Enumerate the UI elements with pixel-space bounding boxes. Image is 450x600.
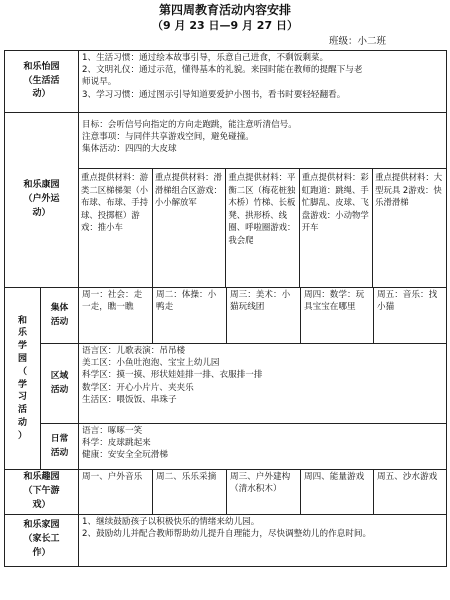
sports-goals	[79, 113, 447, 169]
learning-daily-row	[5, 424, 447, 470]
group-activity-label: 集体 活动	[41, 288, 79, 344]
daily-line: 科学：皮球跳起来	[82, 438, 151, 449]
games-label: 和乐趣园 （下午游 戏）	[5, 470, 79, 515]
sports-goal: 目标：会听信号向指定的方向走跑跳，能注意听清信号。	[82, 120, 297, 130]
sports-zone: 重点提供材料：彩虹跑道：跳绳、手忙脚乱、皮球、飞盘游戏：小动物学开车	[299, 169, 372, 287]
sports-zone: 重点提供材料：大型玩具 2游戏：快乐滑滑梯	[373, 169, 446, 287]
life-label: 和乐怡园 （生活活 动）	[5, 51, 79, 113]
area-line: 生活区：喂饭饭、串珠子	[82, 394, 177, 405]
games-day: 周四、能量游戏	[301, 470, 374, 515]
family-label: 和乐家园 （家长工 作）	[5, 514, 79, 566]
life-item: 1、生活习惯：通过绘本故事引导，乐意自己进食，不剩饭剩菜。	[82, 53, 329, 63]
life-item: 2、文明礼仪：通过示范，懂得基本的礼貌。来园时能在教师的提醒下与老	[82, 65, 363, 76]
group-day: 周五：音乐：找小猫	[374, 288, 447, 344]
life-item: 师说早。	[82, 77, 117, 88]
family-item: 1、继续鼓励孩子以积极快乐的情绪来幼儿园。	[82, 516, 260, 527]
class-label: 班级：	[328, 36, 358, 47]
area-activity-label: 区域 活动	[41, 344, 79, 424]
sports-zone: 重点提供材料：游类二区梯梯架（小布球、布球、手持球、投掷框）游戏：推小车	[79, 169, 152, 287]
daily-line: 语言：啄啄一笑	[82, 426, 143, 436]
life-row	[5, 51, 447, 113]
sports-notice: 注意事项：与同伴共享游戏空间，避免碰撞。	[82, 132, 254, 143]
learning-area-row	[5, 344, 447, 424]
daily-line: 健康：安安全全玩滑梯	[82, 450, 168, 461]
schedule-table	[4, 50, 447, 567]
class-value: 小二班	[357, 36, 386, 47]
family-content	[79, 514, 447, 566]
family-row	[5, 514, 447, 566]
games-day: 周三、户外建构（清水积木）	[227, 470, 301, 515]
learning-group-row	[5, 288, 447, 344]
games-row	[5, 470, 447, 515]
daily-activity-label: 日常 活动	[41, 424, 79, 470]
class-info	[4, 34, 446, 50]
sports-row	[5, 113, 447, 169]
games-day: 周一、户外音乐	[79, 470, 153, 515]
sports-activity: 集体活动：四四的大皮球	[82, 144, 177, 155]
group-day: 周四：数学：玩具宝宝在哪里	[301, 288, 374, 344]
page-title: 第四周教育活动内容安排	[158, 3, 291, 17]
area-line: 科学区：摸一摸、形状娃娃排一排、衣服排一排	[82, 370, 263, 381]
learning-label: 和 乐 学 园 （ 学 习 活 动 ）	[5, 288, 41, 470]
area-line: 数学区：开心小片片、夹夹乐	[82, 382, 194, 393]
daily-activity-content	[79, 424, 447, 470]
life-content	[79, 51, 447, 113]
life-item: 3、学习习惯：通过图示引导知道要爱护小图书，看书时要轻轻翻看。	[82, 89, 346, 100]
sports-zone: 重点提供材料：平衡二区（梅花桩独木桥）竹梯、长板凳、拱形桥、线圈、呼啦圈游戏：我会爬	[226, 169, 299, 287]
sports-zones	[79, 169, 447, 288]
area-line: 美工区：小鱼吐泡泡、宝宝上幼儿园	[82, 358, 220, 369]
sports-zone: 重点提供材料：滑滑梯组合区游戏：小小解放军	[152, 169, 225, 287]
family-item: 2、鼓励幼儿并配合教师帮助幼儿提升自理能力，尽快调整幼儿的作息时间。	[82, 529, 372, 540]
area-line: 语言区：儿歌表演：吊吊楼	[82, 346, 186, 356]
area-activity-content	[79, 344, 447, 424]
group-day: 周一：社会：走一走，瞧一瞧	[79, 288, 153, 344]
games-day: 周二、乐乐采摘	[153, 470, 227, 515]
group-day: 周二：体操：小鸭走	[153, 288, 227, 344]
date-range: （9 月 23 日—9 月 27 日）	[152, 19, 298, 32]
group-day: 周三：美术：小猫玩线团	[227, 288, 301, 344]
games-day: 周五、沙水游戏	[374, 470, 447, 515]
sports-label: 和乐康园 （户外运 动）	[5, 113, 79, 288]
